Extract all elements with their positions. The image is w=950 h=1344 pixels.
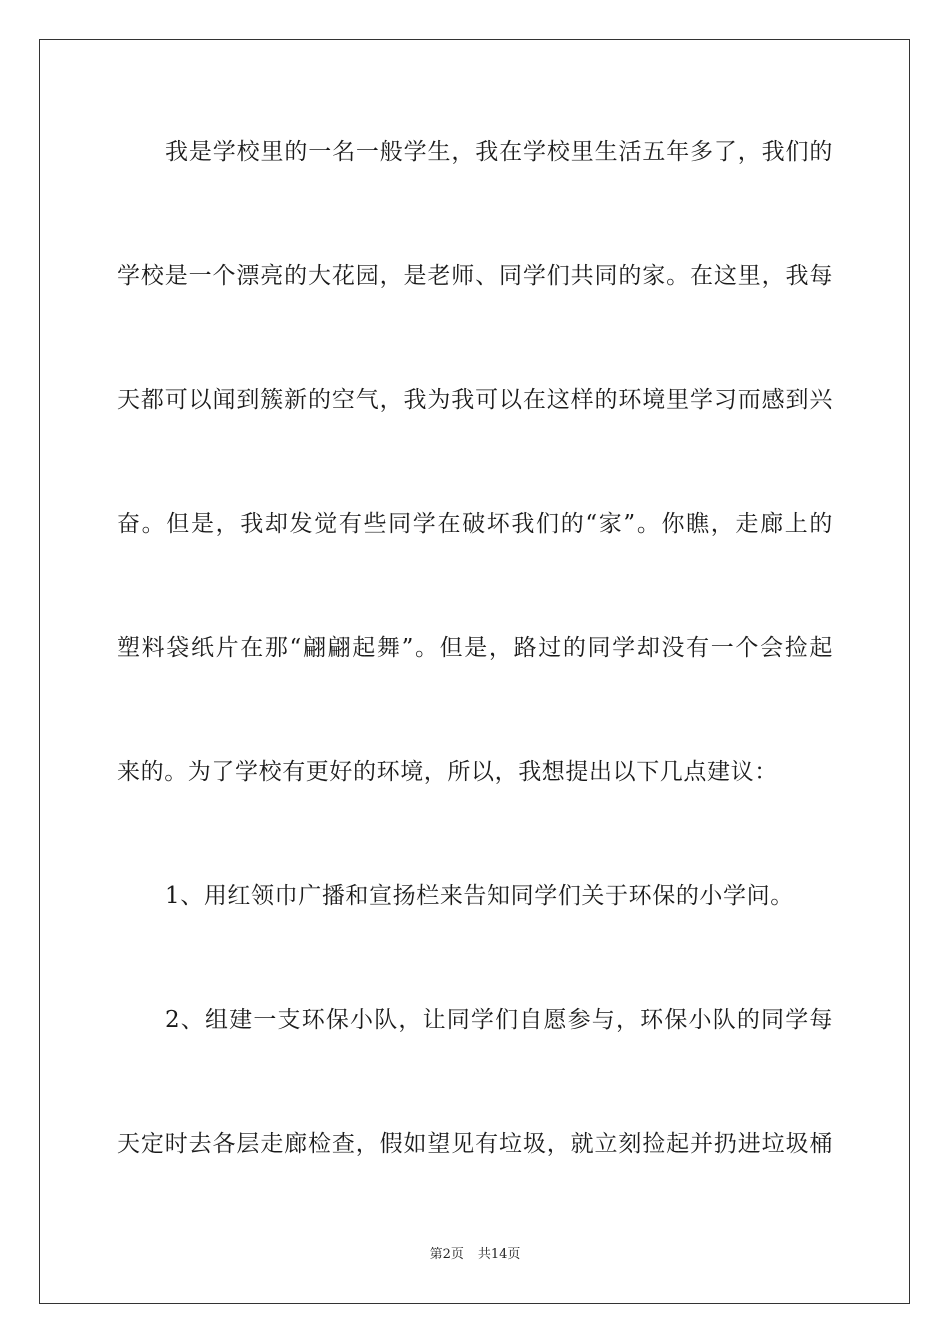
paragraph-line: 奋。但是，我却发觉有些同学在破坏我们的“家”。你瞧，走廊上的 bbox=[117, 511, 833, 537]
paragraph-line: 天定时去各层走廊检查，假如望见有垃圾，就立刻捡起并扔进垃圾桶 bbox=[117, 1131, 833, 1157]
paragraph-line: 来的。为了学校有更好的环境，所以，我想提出以下几点建议： bbox=[117, 759, 778, 785]
list-item-2: 2、组建一支环保小队，让同学们自愿参与，环保小队的同学每 bbox=[165, 1007, 833, 1033]
page-border bbox=[39, 39, 910, 1304]
paragraph-line: 天都可以闻到簇新的空气，我为我可以在这样的环境里学习而感到兴 bbox=[117, 387, 833, 413]
page-total: 共14页 bbox=[477, 1247, 521, 1262]
page-number: 第2页 bbox=[429, 1247, 464, 1262]
list-item-1: 1、用红领巾广播和宣扬栏来告知同学们关于环保的小学问。 bbox=[165, 883, 794, 909]
page-footer bbox=[0, 1246, 950, 1264]
paragraph-line: 学校是一个漂亮的大花园，是老师、同学们共同的家。在这里，我每 bbox=[117, 263, 833, 289]
paragraph-line: 我是学校里的一名一般学生，我在学校里生活五年多了，我们的 bbox=[165, 139, 833, 165]
paragraph-line: 塑料袋纸片在那“翩翩起舞”。但是，路过的同学却没有一个会捡起 bbox=[117, 635, 833, 661]
